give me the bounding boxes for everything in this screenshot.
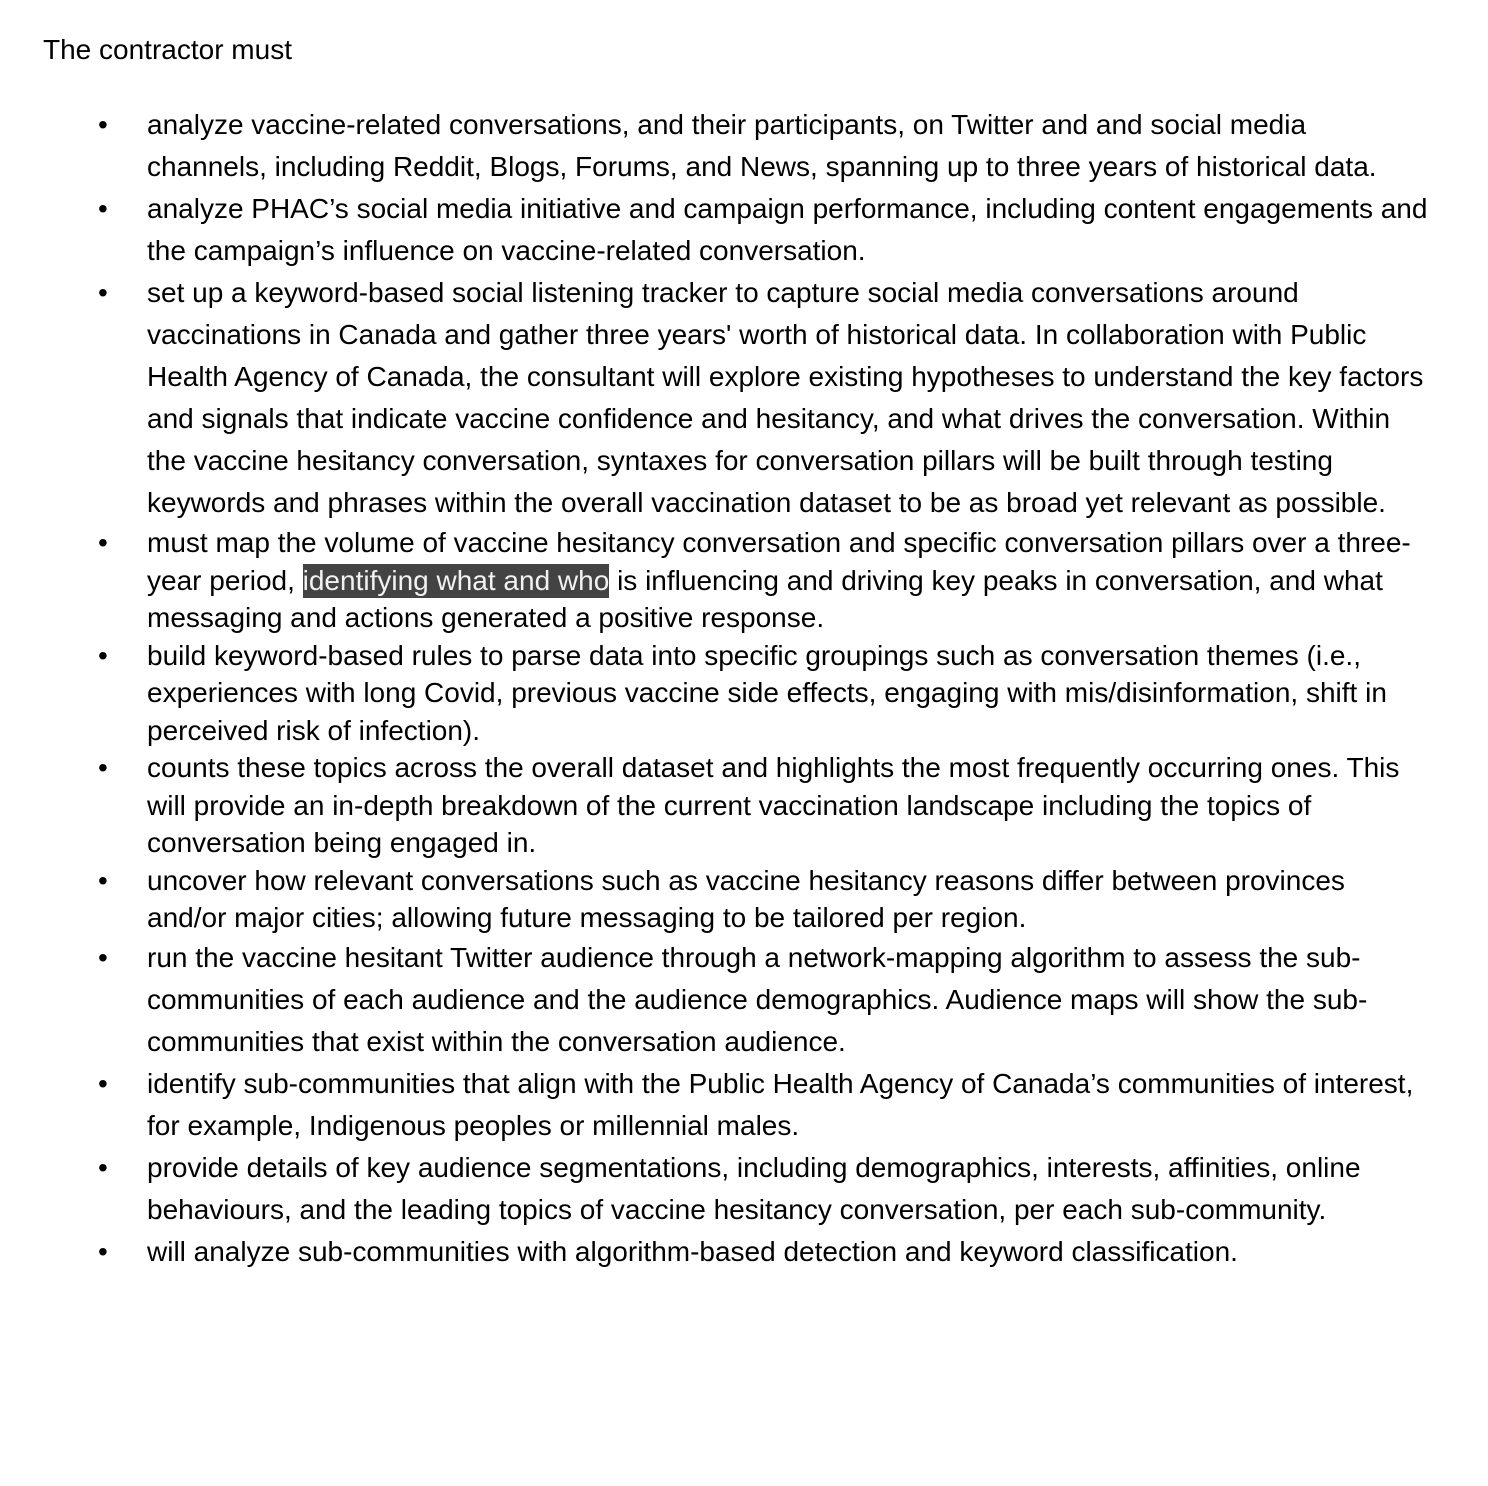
bullet-marker-icon: • bbox=[98, 1067, 108, 1099]
bullet-marker-icon: • bbox=[98, 1235, 108, 1267]
list-item bbox=[0, 937, 1488, 1063]
bullet-marker-icon: • bbox=[98, 277, 108, 308]
list-item-text bbox=[147, 524, 1428, 637]
list-item bbox=[0, 524, 1488, 637]
list-item-text: build keyword-based rules to parse data into specific groupings such as conversation themes (i.e., experiences with long Covid, previous vaccine side effects, engaging with mis/disinformation, shift in perceived risk of infection). bbox=[147, 639, 1387, 746]
bullet-marker-icon: • bbox=[98, 752, 108, 783]
bullet-marker-icon: • bbox=[98, 109, 108, 140]
bullet-marker-icon: • bbox=[98, 527, 108, 558]
list-item bbox=[0, 637, 1488, 750]
list-item-text: uncover how relevant conversations such as vaccine hesitancy reasons differ between provinces and/or major cities; allowing future messaging to be tailored per region. bbox=[147, 864, 1345, 933]
list-item-text: analyze vaccine-related conversations, and their participants, on Twitter and and social media channels, including Reddit, Blogs, Forums, and News, spanning up to three years of historical data. bbox=[147, 109, 1377, 182]
bullet-marker-icon: • bbox=[98, 193, 108, 224]
bullet-marker-icon: • bbox=[98, 941, 108, 973]
list-item bbox=[0, 1147, 1488, 1231]
list-item-text: counts these topics across the overall dataset and highlights the most frequently occurring ones. This will provide an in-depth breakdown of the current vaccination landscape including the topics of conversation being engaged in. bbox=[147, 752, 1400, 858]
list-item bbox=[0, 1231, 1488, 1273]
list-item bbox=[0, 1063, 1488, 1147]
text-segment-before-highlight: must map the volume of vaccine hesitancy conversation and specific conversation pillars over a three-year period, bbox=[147, 527, 1411, 596]
list-item-text: run the vaccine hesitant Twitter audience through a network-mapping algorithm to assess the sub-communities of each audience and the audience demographics. Audience maps will show the sub-communities that exist within the conversation audience. bbox=[147, 941, 1368, 1057]
bullet-marker-icon: • bbox=[98, 639, 108, 671]
list-item-text: analyze PHAC’s social media initiative and campaign performance, including content engagements and the campaign’s influence on vaccine-related conversation. bbox=[147, 193, 1428, 266]
bullet-marker-icon: • bbox=[98, 864, 108, 896]
list-item bbox=[0, 862, 1488, 937]
list-item bbox=[0, 188, 1488, 272]
list-item bbox=[0, 104, 1488, 188]
list-item-text: will analyze sub-communities with algorithm-based detection and keyword classification. bbox=[147, 1235, 1238, 1267]
text-segment-after-highlight: is influencing and driving key peaks in conversation, and what messaging and actions generated a positive response. bbox=[147, 564, 1383, 633]
intro-paragraph: The contractor must bbox=[43, 34, 292, 65]
bullet-marker-icon: • bbox=[98, 1151, 108, 1183]
highlighted-text: identifying what and who bbox=[302, 564, 610, 596]
requirements-bullet-list bbox=[0, 104, 1488, 1273]
list-item bbox=[0, 749, 1488, 862]
list-item bbox=[0, 272, 1488, 524]
list-item-text: identify sub-communities that align with the Public Health Agency of Canada’s communities of interest, for example, Indigenous peoples or millennial males. bbox=[147, 1067, 1414, 1141]
list-item-text: provide details of key audience segmentations, including demographics, interests, affinities, online behaviours, and the leading topics of vaccine hesitancy conversation, per each sub-community. bbox=[147, 1151, 1361, 1225]
list-item-text: set up a keyword-based social listening tracker to capture social media conversations around vaccinations in Canada and gather three years' worth of historical data. In collaboration with Public Health Agency of Canada, the consultant will explore existing hypotheses to understand the key factors and signals that indicate vaccine confidence and hesitancy, and what drives the conversation. Within the vaccine hesitancy conversation, syntaxes for conversation pillars will be built through testing keywords and phrases within the overall vaccination dataset to be as broad yet relevant as possible. bbox=[147, 277, 1424, 518]
